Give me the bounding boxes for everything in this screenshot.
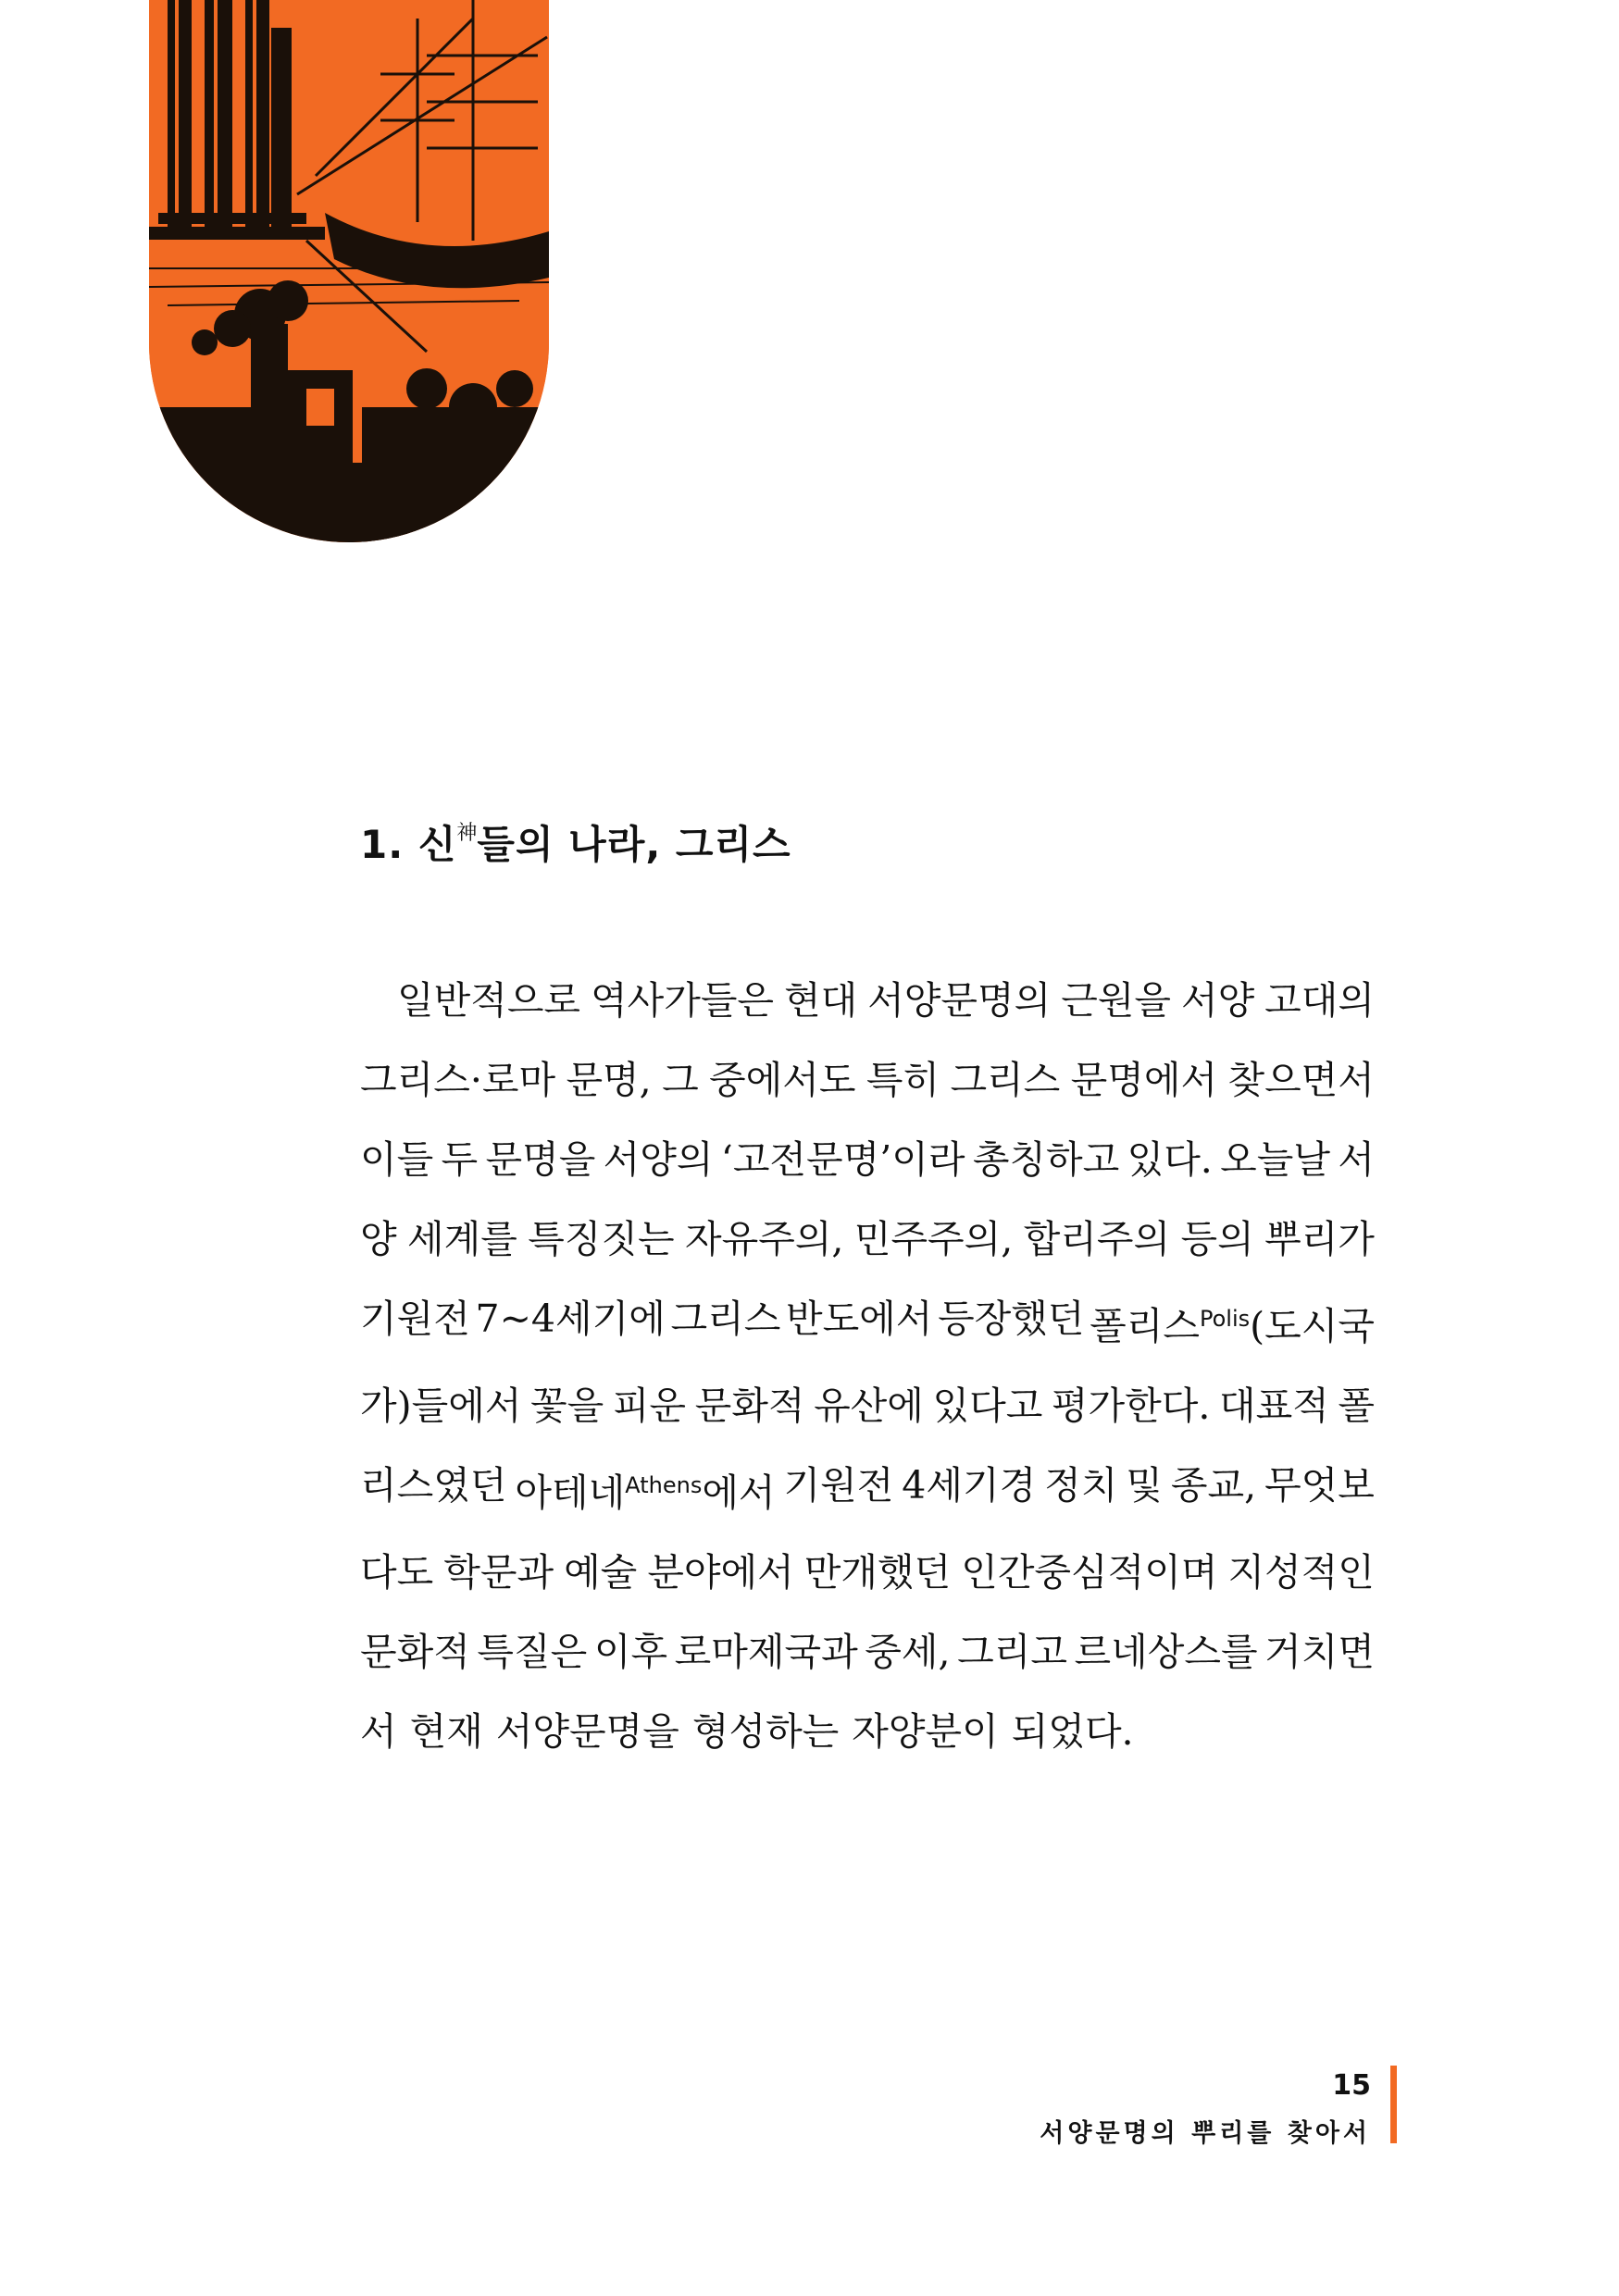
word: 그리스 — [950, 1058, 1061, 1102]
word: 및 — [1126, 1463, 1163, 1508]
word: 7~4세기에 — [475, 1297, 666, 1341]
running-footer-title: 서양문명의 뿌리를 찾아서 — [1040, 2119, 1371, 2148]
body-line-10 — [360, 1692, 1375, 1771]
word: 서양 — [1180, 978, 1255, 1023]
word: 만개했던 — [803, 1550, 952, 1595]
athens-superscript: Athens — [625, 1472, 703, 1498]
word: 에서 — [702, 1471, 776, 1515]
body-line-6 — [360, 1366, 1375, 1446]
word: 반도에서 — [785, 1297, 933, 1341]
word: 서 — [360, 1709, 397, 1754]
word: 일반적으로 — [397, 978, 581, 1023]
word-athens — [515, 1446, 775, 1533]
word: 그리스 — [670, 1297, 781, 1341]
section-title-pre: 신 — [417, 822, 457, 867]
word: 등의 — [1180, 1217, 1254, 1261]
section-number: 1. — [360, 822, 405, 867]
page-number: 15 — [1332, 2069, 1371, 2102]
word: 합리주의 — [1023, 1217, 1171, 1261]
word: 특히 — [866, 1058, 940, 1102]
word: 대표적 — [1218, 1384, 1329, 1428]
word: (도시국 — [1250, 1304, 1375, 1348]
word: 기원전 — [360, 1297, 470, 1341]
word: 르네상스를 — [1074, 1630, 1258, 1674]
word: 로마제국과 — [674, 1630, 858, 1674]
word: 등장했던 — [938, 1297, 1085, 1341]
word: 정치 — [1044, 1463, 1118, 1508]
word: 인간중심적이며 — [961, 1550, 1218, 1595]
body-line-3 — [360, 1120, 1375, 1199]
word: 거치면 — [1264, 1630, 1375, 1674]
word: 오늘날 — [1220, 1137, 1330, 1182]
word: 서양문명을 — [495, 1709, 679, 1754]
word: 폴리스 — [1090, 1304, 1200, 1348]
word: 평가한다. — [1051, 1384, 1211, 1428]
word: 뿌리가 — [1264, 1217, 1375, 1261]
body-line-2 — [360, 1040, 1375, 1120]
word: 특징짓는 — [528, 1217, 675, 1261]
body-line-8 — [360, 1533, 1375, 1612]
word: 근원을 — [1061, 978, 1172, 1023]
word: 폴 — [1338, 1384, 1375, 1428]
word: 가)들에서 — [360, 1384, 522, 1428]
word: 양 — [360, 1217, 397, 1261]
word: 문명, — [566, 1058, 652, 1102]
word: 그리고 — [957, 1630, 1067, 1674]
word: 현재 — [409, 1709, 483, 1754]
word: 무엇보 — [1264, 1463, 1375, 1508]
word: 총칭하고 — [972, 1137, 1120, 1182]
word: 자유주의, — [685, 1217, 844, 1261]
word: 문명을 — [485, 1137, 596, 1182]
word: 현대 — [784, 978, 858, 1023]
word: 이후 — [593, 1630, 668, 1674]
body-line-1 — [360, 961, 1375, 1040]
body-line-5 — [360, 1279, 1375, 1366]
word: 그 — [662, 1058, 699, 1102]
word: 아테네 — [515, 1471, 626, 1515]
word: 문명에서 — [1070, 1058, 1218, 1102]
word: 두 — [441, 1137, 479, 1182]
hero-illustration — [149, 0, 549, 542]
word: 서양문명의 — [867, 978, 1052, 1023]
word: 지성적인 — [1227, 1550, 1375, 1595]
word: 예술 — [564, 1550, 638, 1595]
word: 다도 — [360, 1550, 434, 1595]
word: 있다고 — [932, 1384, 1043, 1428]
word: 서양의 — [603, 1137, 714, 1182]
word: 중에서도 — [709, 1058, 856, 1102]
word: 세계를 — [406, 1217, 517, 1261]
section-heading — [360, 814, 791, 870]
word: 서 — [1338, 1137, 1375, 1182]
word: 문화적 — [694, 1384, 805, 1428]
word: 특질은 — [477, 1630, 588, 1674]
body-line-9 — [360, 1612, 1375, 1692]
section-title-hanja: 神 — [456, 822, 478, 845]
word: 이들 — [360, 1137, 434, 1182]
section-title-post: 들의 나라, 그리스 — [477, 822, 791, 867]
word: 찾으면서 — [1227, 1058, 1375, 1102]
word: 기원전 — [783, 1463, 894, 1508]
footer-accent-bar — [1390, 2066, 1397, 2143]
word: 꽃을 — [530, 1384, 604, 1428]
word: 피운 — [612, 1384, 687, 1428]
word: 유산에 — [814, 1384, 924, 1428]
word-polis — [1090, 1279, 1375, 1366]
word: 문화적 — [360, 1630, 470, 1674]
word: 형성하는 — [691, 1709, 840, 1754]
word: 중세, — [865, 1630, 951, 1674]
polis-superscript: Polis — [1199, 1306, 1251, 1332]
word: 4세기경 — [902, 1463, 1037, 1508]
body-paragraph — [360, 961, 1375, 1771]
word: 역사가들은 — [591, 978, 775, 1023]
word: 고대의 — [1264, 978, 1375, 1023]
body-line-4 — [360, 1199, 1375, 1279]
word: ‘고전문명’이라 — [720, 1137, 965, 1182]
word: 학문과 — [443, 1550, 554, 1595]
word: 민주주의, — [853, 1217, 1014, 1261]
word: 그리스·로마 — [360, 1058, 556, 1102]
word: 있다. — [1127, 1137, 1213, 1182]
word: 분야에서 — [647, 1550, 794, 1595]
word: 리스였던 — [360, 1463, 507, 1508]
word: 자양분이 — [852, 1709, 999, 1754]
word: 종교, — [1170, 1463, 1257, 1508]
word: 되었다. — [1011, 1709, 1134, 1754]
body-line-7 — [360, 1446, 1375, 1533]
